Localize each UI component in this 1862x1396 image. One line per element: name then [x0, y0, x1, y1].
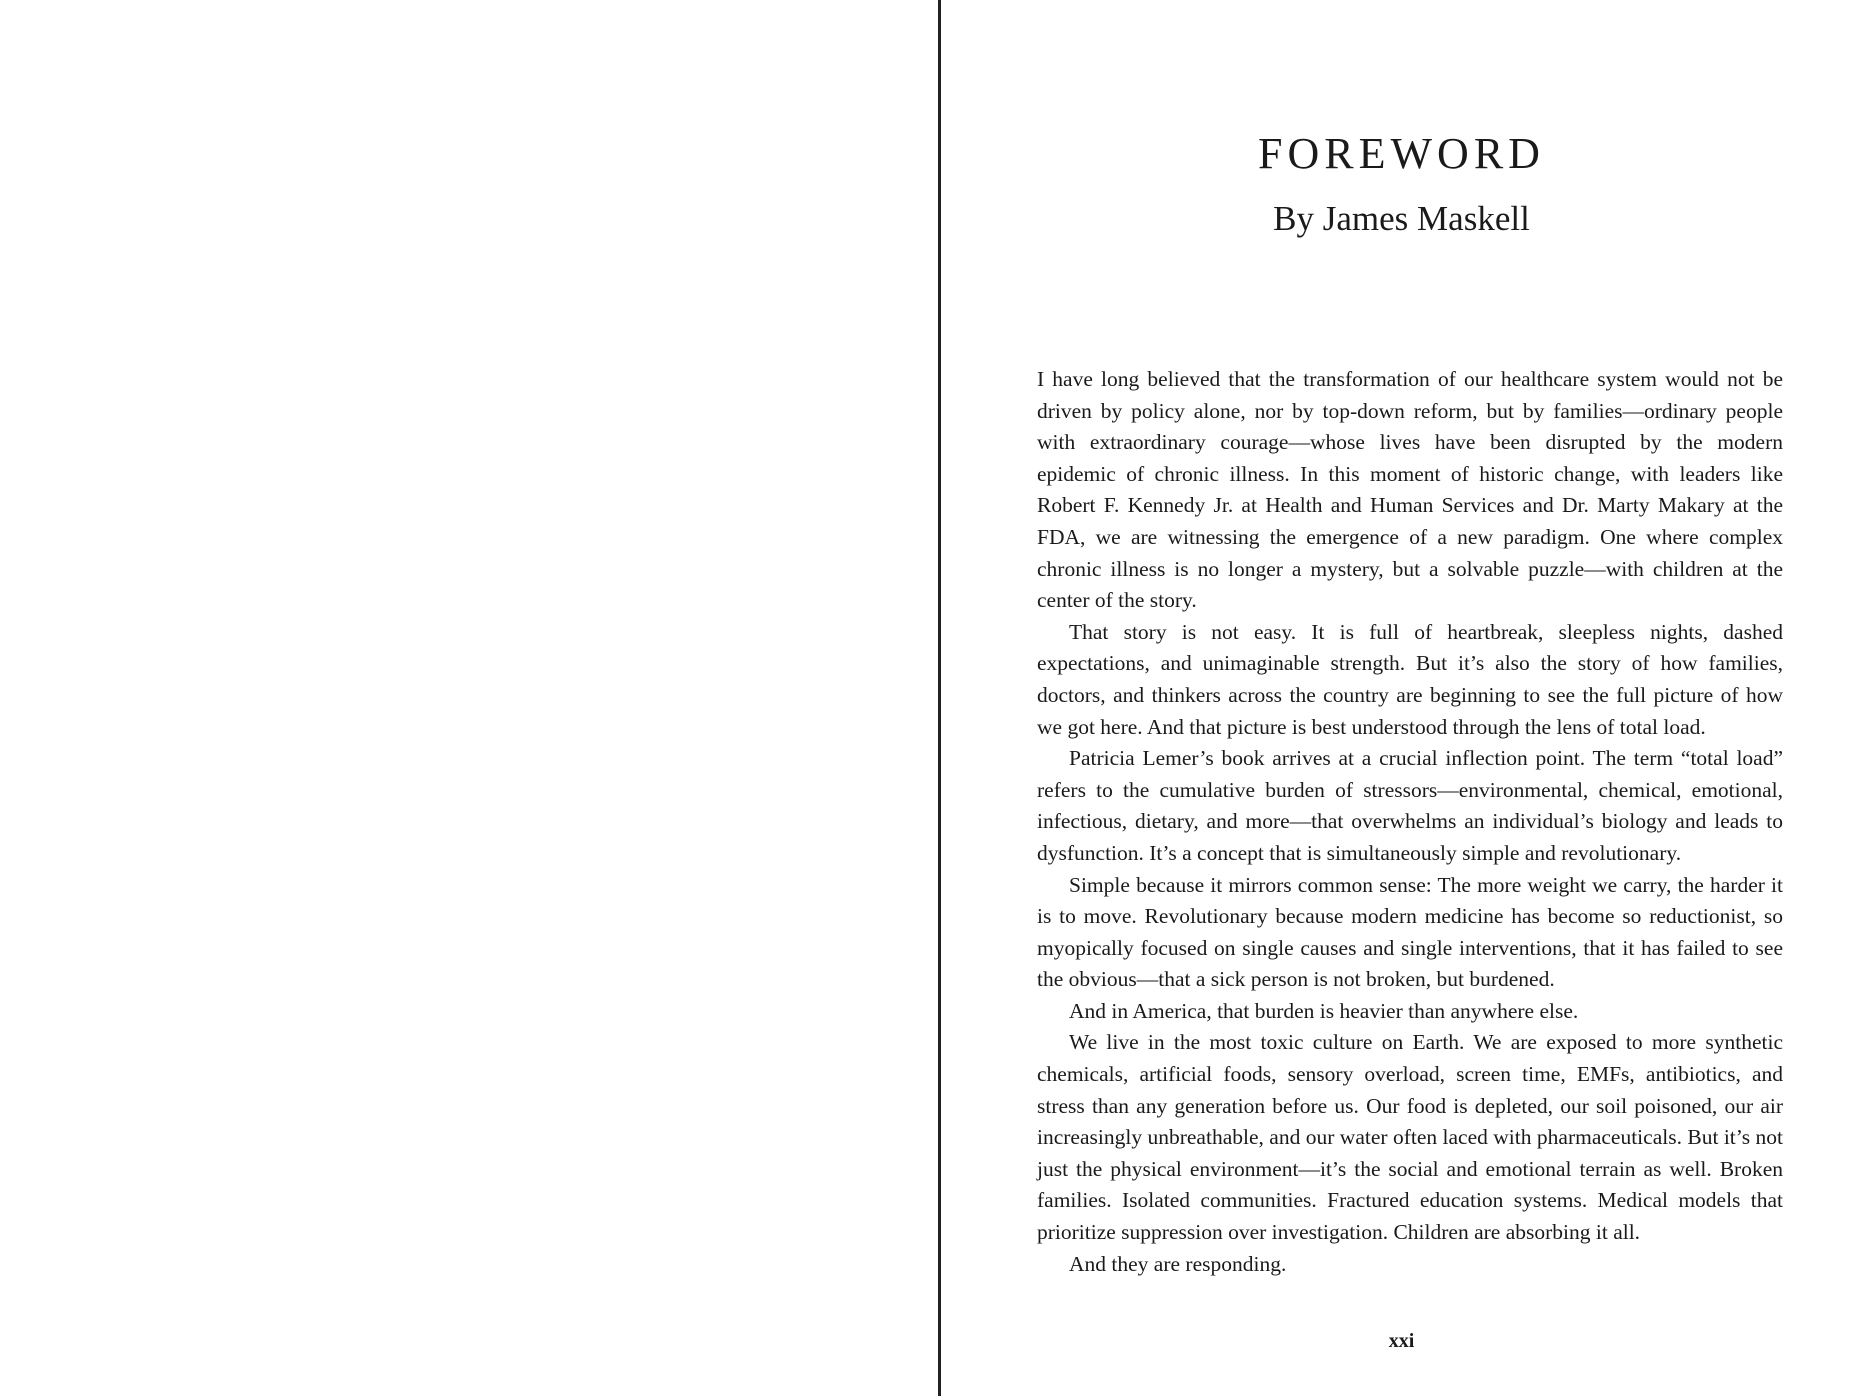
chapter-byline: By James Maskell	[1273, 199, 1530, 238]
right-page	[941, 0, 1862, 1396]
page-number: xxi	[1388, 1330, 1415, 1352]
paragraph-3: Patricia Lemer’s book arrives at a crucial inflection point. The term “total load” refers to the cumulative burden of stressors—environmental, chemical, emotional, infectious, dietary, and more—that overwhelms an individual’s biology and leads to dysfunction. It’s a concept that is simultaneously simple and revolutionary.	[1037, 746, 1783, 865]
paragraph-1: I have long believed that the transformation of our healthcare system would not be driven by policy alone, nor by top-down reform, but by families—ordinary people with extraordinary courage—whose lives have been disrupted by the modern epidemic of chronic illness. In this moment of historic change, with leaders like Robert F. Kennedy Jr. at Health and Human Services and Dr. Marty Makary at the FDA, we are witnessing the emergence of a new paradigm. One where complex chronic illness is no longer a mystery, but a solvable puzzle—with children at the center of the story.	[1037, 367, 1783, 613]
body-text	[1037, 364, 1783, 1280]
paragraph-4: Simple because it mirrors common sense: The more weight we carry, the harder it is to move. Revolutionary because modern medicine has become so reductionist, so myopically focused on single causes and single interventions, that it has failed to see the obvious—that a sick person is not broken, but burdened.	[1037, 872, 1783, 992]
paragraph-5: And in America, that burden is heavier than anywhere else.	[1069, 998, 1579, 1023]
paragraph-2: That story is not easy. It is full of heartbreak, sleepless nights, dashed expectations, and unimaginable strength. But it’s also the story of how families, doctors, and thinkers across the country are beginning to see the full picture of how we got here. And that picture is best understood through the lens of total load.	[1037, 619, 1783, 739]
paragraph-6: We live in the most toxic culture on Earth. We are exposed to more synthetic chemicals, artificial foods, sensory overload, screen time, EMFs, antibiotics, and stress than any generation before us. Our food is depleted, our soil poisoned, our air increasingly unbreathable, and our water often laced with pharmaceuticals. But it’s not just the physical environment—it’s the social and emotional terrain as well. Broken families. Isolated communities. Fractured education systems. Medical models that prioritize suppression over investigation. Children are absorbing it all.	[1037, 1030, 1783, 1245]
paragraph-7: And they are responding.	[1069, 1251, 1287, 1276]
chapter-title: FOREWORD	[1258, 129, 1545, 178]
